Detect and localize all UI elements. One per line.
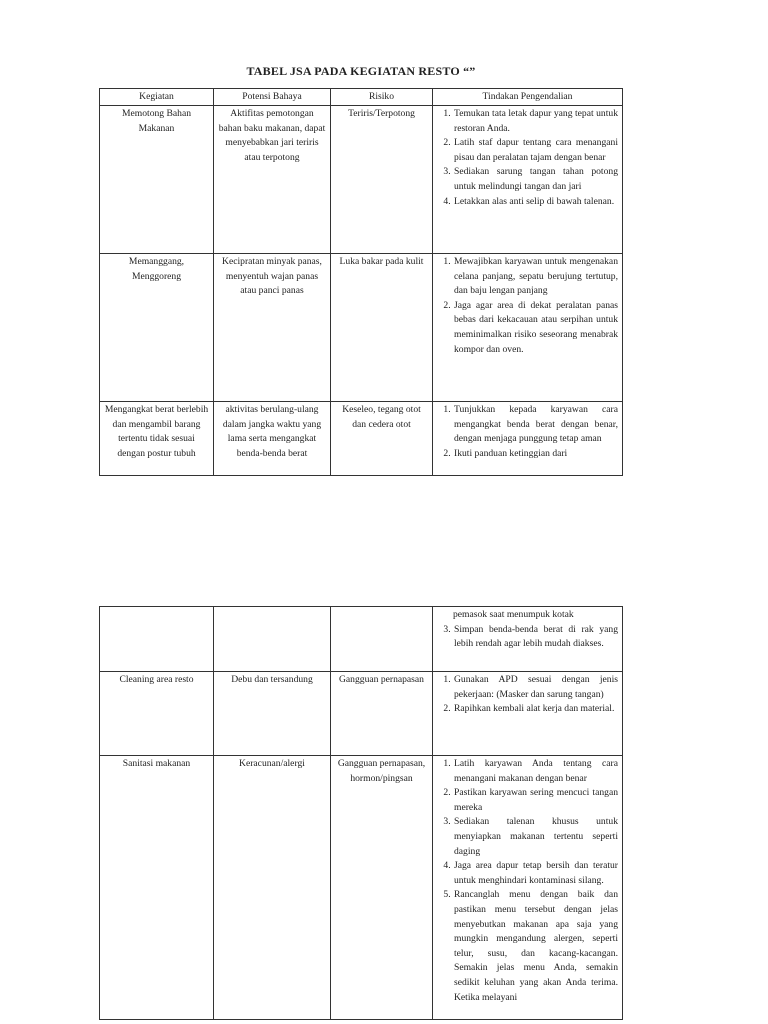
tindakan-list — [437, 403, 618, 461]
cell-kegiatan: Memotong Bahan Makanan — [100, 106, 214, 254]
cell-tindakan — [433, 402, 623, 476]
table-row — [100, 756, 623, 1020]
cell-kegiatan: Cleaning area resto — [100, 672, 214, 756]
cell-potensi-bahaya: Keracunan/alergi — [214, 756, 331, 1020]
list-item: 4. Letakkan alas anti selip di bawah talenan. — [453, 195, 618, 210]
list-item: 2. Pastikan karyawan sering mencuci tangan mereka — [453, 786, 618, 815]
tindakan-list — [437, 757, 618, 1005]
cell-risiko: Luka bakar pada kulit — [331, 254, 433, 402]
cell-risiko: Teriris/Terpotong — [331, 106, 433, 254]
table-row — [100, 254, 623, 402]
list-item: 1. Latih karyawan Anda tentang cara menangani makanan dengan benar — [453, 757, 618, 786]
cell-risiko: Gangguan pernapasan, hormon/pingsan — [331, 756, 433, 1020]
cell-potensi-bahaya: Kecipratan minyak panas, menyentuh wajan panas atau panci panas — [214, 254, 331, 402]
header-potensi-bahaya: Potensi Bahaya — [214, 89, 331, 106]
list-item: 1. Tunjukkan kepada karyawan cara mengangkat benda berat dengan benar, dengan menjaga punggung tetap aman — [453, 403, 618, 447]
cell-risiko-empty — [331, 607, 433, 672]
list-item: 3. Sediakan talenan khusus untuk menyiapkan makanan tertentu seperti daging — [453, 815, 618, 859]
list-item: 1. Temukan tata letak dapur yang tepat untuk restoran Anda. — [453, 107, 618, 136]
tindakan-list — [437, 107, 618, 209]
table-row — [100, 607, 623, 672]
list-item: 4. Jaga area dapur tetap bersih dan teratur untuk menghindari kontaminasi silang. — [453, 859, 618, 888]
cell-tindakan — [433, 672, 623, 756]
cell-potensi-bahaya: aktivitas berulang-ulang dalam jangka waktu yang lama serta mengangkat benda-benda berat — [214, 402, 331, 476]
cell-tindakan — [433, 106, 623, 254]
page-title: TABEL JSA PADA KEGIATAN RESTO “” — [246, 64, 476, 78]
header-tindakan-pengendalian: Tindakan Pengendalian — [433, 89, 623, 106]
tindakan-list — [437, 623, 618, 652]
cell-potensi-bahaya: Aktifitas pemotongan bahan baku makanan, dapat menyebabkan jari teriris atau terpotong — [214, 106, 331, 254]
jsa-table-part-1 — [99, 88, 623, 476]
tindakan-clip — [437, 757, 618, 1019]
cell-potensi-bahaya-empty — [214, 607, 331, 672]
cell-tindakan — [433, 254, 623, 402]
list-item: 2. Ikuti panduan ketinggian dari — [453, 447, 618, 462]
tindakan-list — [437, 255, 618, 357]
list-item: 1. Mewajibkan karyawan untuk mengenakan celana panjang, sepatu berujung tertutup, dan baju lengan panjang — [453, 255, 618, 299]
cell-risiko: Keseleo, tegang otot dan cedera otot — [331, 402, 433, 476]
tindakan-list — [437, 673, 618, 717]
cell-kegiatan: Mengangkat berat berlebih dan mengambil barang tertentu tidak sesuai dengan postur tubuh — [100, 402, 214, 476]
cell-tindakan — [433, 756, 623, 1020]
header-kegiatan: Kegiatan — [100, 89, 214, 106]
continuation-text: pemasok saat menumpuk kotak — [453, 609, 574, 620]
cell-kegiatan: Memanggang, Menggoreng — [100, 254, 214, 402]
cell-potensi-bahaya: Debu dan tersandung — [214, 672, 331, 756]
list-item: 5. Rancanglah menu dengan baik dan pastikan menu tersebut dengan jelas menyebutkan makanan apa saja yang mungkin mengandung alergen, seperti telur, susu, dan kacang-kacangan. Semakin jelas menu Anda, semakin sedikit keluhan yang akan Anda terima. Ketika melayani — [453, 888, 618, 1005]
cell-kegiatan-empty — [100, 607, 214, 672]
list-item: 2. Rapihkan kembali alat kerja dan material. — [453, 702, 618, 717]
list-item: 2. Jaga agar area di dekat peralatan panas bebas dari kekacauan atau serpihan untuk meminimalkan risiko seseorang menabrak kompor dan oven. — [453, 299, 618, 357]
list-item: 3. Sediakan sarung tangan tahan potong untuk melindungi tangan dan jari — [453, 165, 618, 194]
tindakan-clip — [437, 403, 618, 475]
cell-tindakan — [433, 607, 623, 672]
cell-risiko: Gangguan pernapasan — [331, 672, 433, 756]
list-item: 2. Latih staf dapur tentang cara menangani pisau dan peralatan tajam dengan benar — [453, 136, 618, 165]
table-header-row — [100, 89, 623, 106]
list-item: 3. Simpan benda-benda berat di rak yang lebih rendah agar lebih mudah diakses. — [453, 623, 618, 652]
cell-kegiatan: Sanitasi makanan — [100, 756, 214, 1020]
table-row — [100, 672, 623, 756]
header-risiko: Risiko — [331, 89, 433, 106]
table-row — [100, 402, 623, 476]
list-item: 1. Gunakan APD sesuai dengan jenis pekerjaan: (Masker dan sarung tangan) — [453, 673, 618, 702]
jsa-table-part-2 — [99, 606, 623, 1020]
table-row — [100, 106, 623, 254]
